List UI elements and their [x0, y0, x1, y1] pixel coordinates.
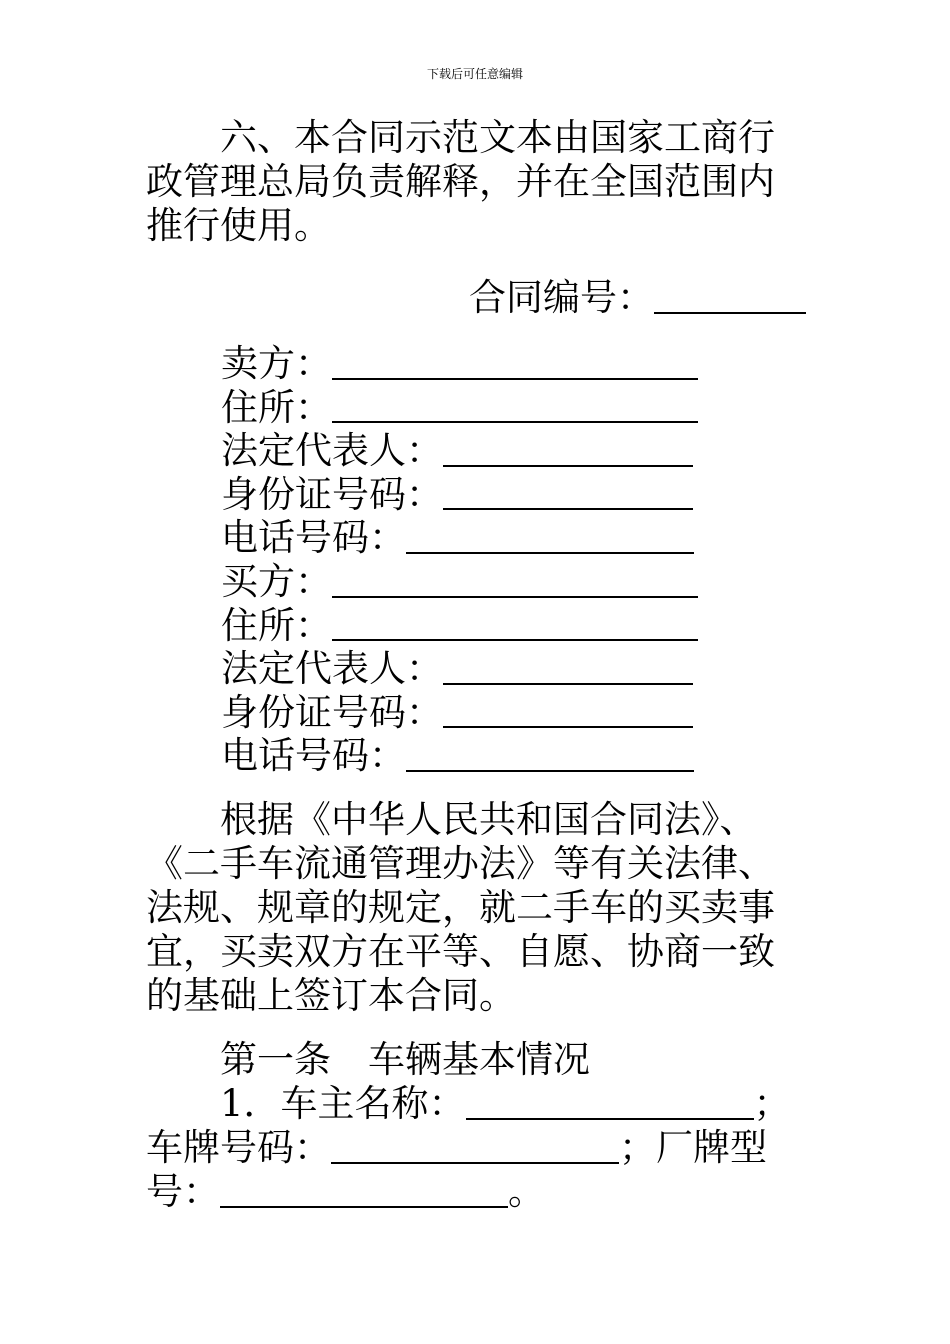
owner-name-row: [146, 1082, 806, 1126]
seller-name-label: 卖方：: [221, 342, 332, 385]
preamble-text: 根据《中华人民共和国合同法》、《二手车流通管理办法》等有关法律、法规、规章的规定，就二手车的买卖事宜，买卖双方在平等、自愿、协商一致的基础上签订本合同。: [146, 798, 775, 1017]
seller-address-label: 住所：: [221, 385, 332, 429]
seller-phone-row: [221, 516, 698, 560]
buyer-id-label: 身份证号码：: [221, 690, 443, 734]
plate-field[interactable]: [331, 1128, 619, 1164]
buyer-id-field[interactable]: [443, 692, 693, 728]
page-header: 下载后可任意编辑: [426, 67, 523, 81]
seller-id-label: 身份证号码：: [221, 472, 443, 516]
owner-semicolon: ；: [753, 1082, 791, 1125]
buyer-name-row: [221, 560, 698, 604]
seller-phone-label: 电话号码：: [221, 516, 406, 560]
preamble: [146, 798, 806, 1018]
article-one-title-row: [146, 1038, 806, 1082]
buyer-phone-label: 电话号码：: [221, 734, 406, 778]
article-one-title: 第一条 车辆基本情况: [220, 1038, 590, 1081]
buyer-address-row: [221, 604, 698, 648]
party-info: [221, 342, 698, 778]
contract-number: [469, 276, 806, 320]
owner-name-label: 1．车主名称：: [220, 1082, 466, 1125]
buyer-legal-rep-label: 法定代表人：: [221, 647, 443, 691]
seller-phone-field[interactable]: [406, 518, 694, 554]
plate-semicolon: ；: [619, 1126, 656, 1169]
plate-label: 车牌号码：: [146, 1126, 331, 1169]
owner-name-field[interactable]: [466, 1084, 754, 1120]
seller-address-field[interactable]: [332, 387, 698, 423]
seller-name-field[interactable]: [332, 344, 698, 380]
brand-field[interactable]: [220, 1172, 508, 1208]
buyer-phone-field[interactable]: [406, 736, 694, 772]
seller-id-field[interactable]: [443, 474, 693, 510]
buyer-legal-rep-field[interactable]: [443, 649, 693, 685]
buyer-legal-rep-row: [221, 647, 698, 691]
contract-number-field[interactable]: [654, 278, 806, 314]
seller-id-row: [221, 473, 698, 517]
brand-row: [146, 1170, 806, 1214]
buyer-address-field[interactable]: [332, 605, 698, 641]
seller-name-row: [221, 342, 698, 386]
clause-six-text: 六、本合同示范文本由国家工商行政管理总局负责解释，并在全国范围内推行使用。: [146, 116, 775, 247]
buyer-address-label: 住所：: [221, 603, 332, 647]
buyer-name-field[interactable]: [332, 562, 698, 598]
brand-label: 厂牌型: [656, 1126, 767, 1169]
brand-label-cont: 号：: [146, 1170, 220, 1213]
brand-period: 。: [508, 1170, 545, 1213]
buyer-phone-row: [221, 734, 698, 778]
plate-row: [146, 1126, 806, 1170]
article-one: [146, 1038, 806, 1214]
seller-address-row: [221, 386, 698, 430]
seller-legal-rep-label: 法定代表人：: [221, 429, 443, 473]
buyer-name-label: 买方：: [221, 559, 332, 603]
seller-legal-rep-field[interactable]: [443, 431, 693, 467]
buyer-id-row: [221, 691, 698, 735]
seller-legal-rep-row: [221, 429, 698, 473]
clause-six: [146, 116, 806, 248]
contract-number-label: 合同编号：: [469, 276, 654, 319]
